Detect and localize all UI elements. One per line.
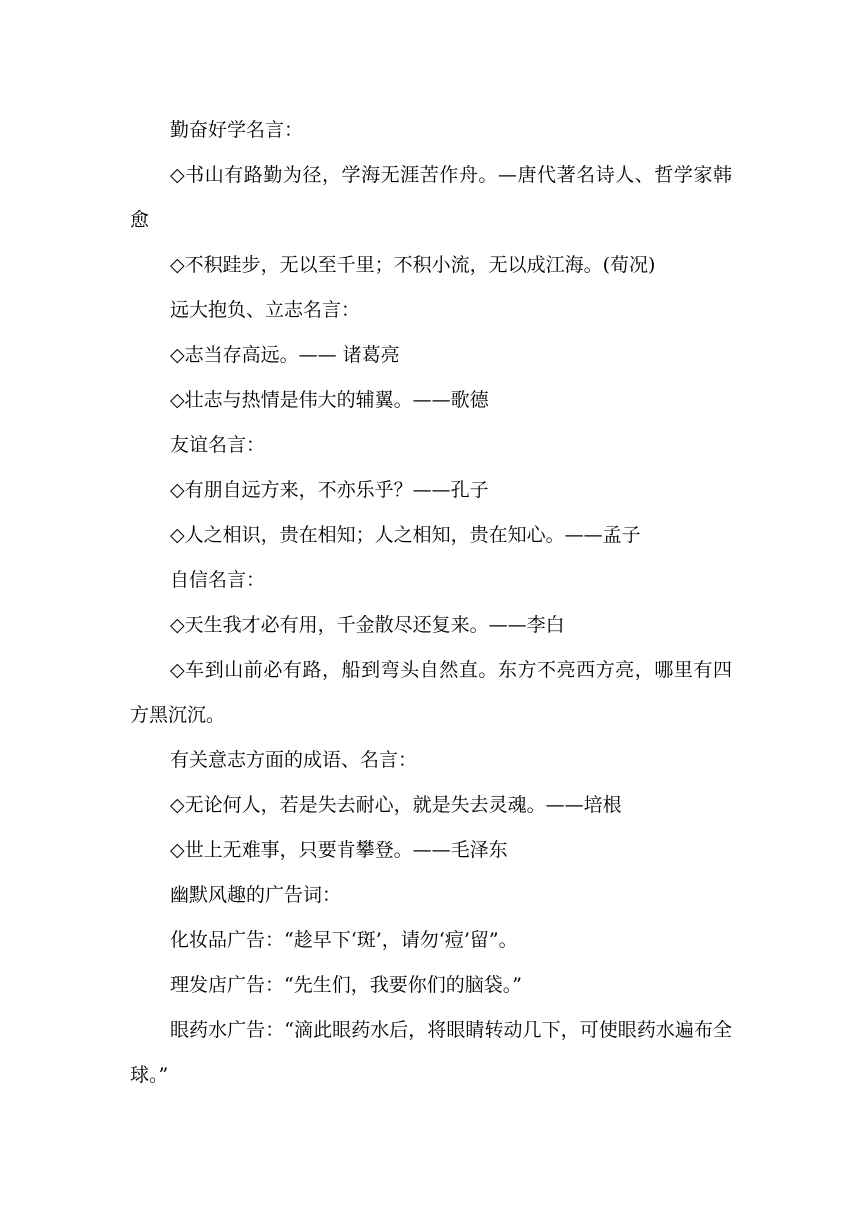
ad-cosmetics: 化妆品广告：“趁早下‘斑’，请勿‘痘’留”。 (170, 929, 518, 951)
quote-xun-kuang: ◇不积跬步，无以至千里；不积小流，无以成江海。(荀况) (170, 254, 656, 276)
quote-li-bai: ◇天生我才必有用，千金散尽还复来。——李白 (170, 614, 565, 636)
quote-bacon: ◇无论何人，若是失去耐心，就是失去灵魂。——培根 (170, 794, 622, 816)
section-heading-willpower: 有关意志方面的成语、名言： (170, 749, 418, 771)
section-heading-friendship: 友谊名言： (170, 434, 266, 456)
quote-mencius: ◇人之相识，贵在相知；人之相知，贵在知心。——孟子 (170, 524, 641, 546)
section-heading-confidence: 自信名言： (170, 569, 266, 591)
quote-zhuge-liang: ◇志当存高远。—— 诸葛亮 (170, 344, 400, 366)
ad-barbershop: 理发店广告：“先生们，我要你们的脑袋。” (170, 974, 522, 996)
quote-han-yu: ◇书山有路勤为径，学海无涯苦作舟。—唐代著名诗人、哲学家韩愈 (130, 164, 732, 231)
section-heading-humorous-ads: 幽默风趣的广告词： (170, 884, 342, 906)
document-body (130, 108, 732, 1098)
section-heading-diligence: 勤奋好学名言： (170, 119, 304, 141)
quote-confucius: ◇有朋自远方来，不亦乐乎？——孔子 (170, 479, 489, 501)
section-heading-ambition: 远大抱负、立志名言： (170, 299, 361, 321)
ad-eye-drops: 眼药水广告：“滴此眼药水后，将眼睛转动几下，可使眼药水遍布全球。” (130, 1019, 732, 1086)
quote-proverb: ◇车到山前必有路，船到弯头自然直。东方不亮西方亮，哪里有四方黑沉沉。 (130, 659, 732, 726)
quote-mao-zedong: ◇世上无难事，只要肯攀登。——毛泽东 (170, 839, 508, 861)
quote-goethe: ◇壮志与热情是伟大的辅翼。——歌德 (170, 389, 489, 411)
